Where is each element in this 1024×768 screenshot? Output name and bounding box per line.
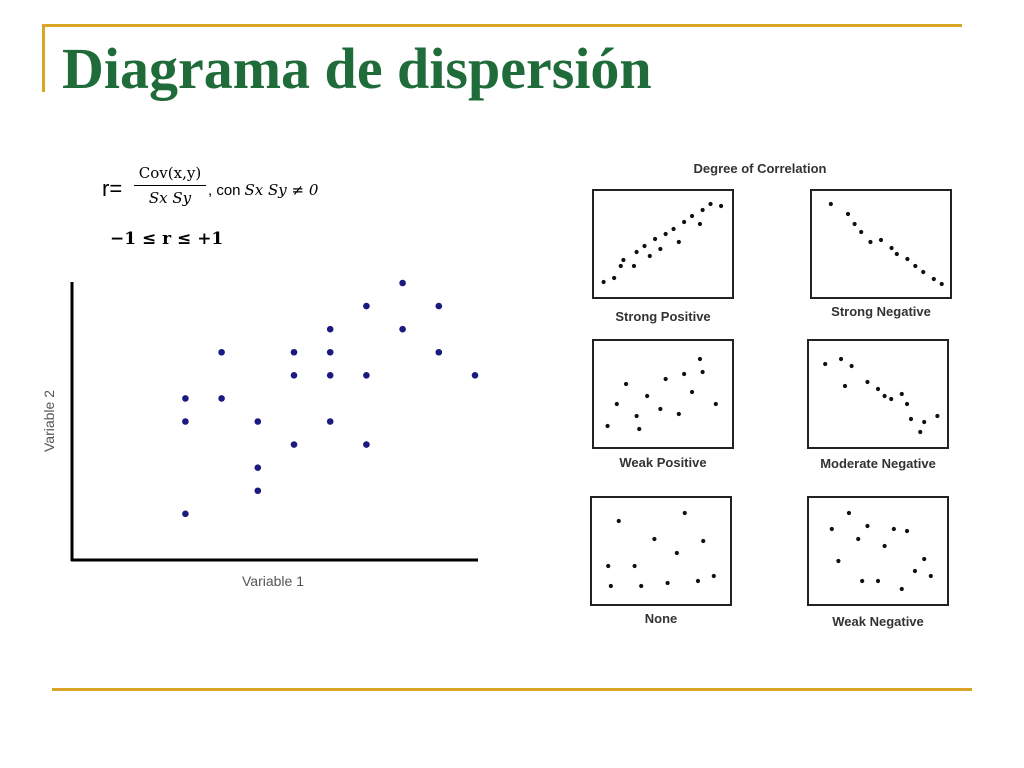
panel-data-point (690, 214, 694, 218)
panel-data-point (615, 402, 619, 406)
panel-data-point (632, 264, 636, 268)
panel-data-point (639, 584, 643, 588)
panel-data-point (624, 382, 628, 386)
data-point (327, 326, 334, 333)
panel-data-point (868, 240, 872, 244)
correlation-grid-title: Degree of Correlation (693, 161, 827, 176)
data-point (363, 303, 370, 310)
panel-data-point (905, 529, 909, 533)
panel-data-point (909, 417, 913, 421)
panel-data-point (889, 246, 893, 250)
fraction-numerator: Cov(x,y) (134, 164, 206, 186)
panel-data-point (690, 390, 694, 394)
panel-data-point (839, 357, 843, 361)
panel-data-point (666, 581, 670, 585)
panel-data-point (905, 257, 909, 261)
panel-data-point (865, 524, 869, 528)
panel-data-point (895, 252, 899, 256)
correlation-panel-frame (593, 340, 733, 448)
data-point (254, 487, 261, 494)
panel-data-point (701, 208, 705, 212)
correlation-panel-label: None (644, 611, 678, 626)
panel-data-point (892, 527, 896, 531)
data-point (254, 418, 261, 425)
panel-data-point (879, 238, 883, 242)
correlation-panel-frame (593, 190, 733, 298)
panel-data-point (830, 527, 834, 531)
correlation-panel-frame (591, 497, 731, 605)
panel-data-point (606, 564, 610, 568)
panel-data-point (642, 244, 646, 248)
panel-data-point (682, 220, 686, 224)
data-point (182, 511, 189, 518)
data-point (291, 441, 298, 448)
correlation-panel-label: Strong Negative (831, 304, 931, 319)
condition-expression: Sx Sy ≠ 0 (244, 181, 319, 199)
panel-data-point (701, 370, 705, 374)
panel-data-point (635, 250, 639, 254)
panel-data-point (648, 254, 652, 258)
panel-data-point (635, 414, 639, 418)
panel-data-point (865, 380, 869, 384)
panel-data-point (701, 539, 705, 543)
correlation-range: −1 ≤ r ≤ +1 (110, 229, 224, 249)
data-point (327, 418, 334, 425)
panel-data-point (637, 427, 641, 431)
data-point (436, 303, 443, 310)
panel-data-point (922, 557, 926, 561)
panel-data-point (698, 357, 702, 361)
data-point (182, 395, 189, 402)
panel-data-point (860, 579, 864, 583)
panel-data-point (671, 227, 675, 231)
panel-data-point (664, 377, 668, 381)
panel-data-point (850, 364, 854, 368)
panel-data-point (932, 277, 936, 281)
panel-data-point (677, 240, 681, 244)
panel-data-point (846, 212, 850, 216)
panel-data-point (823, 362, 827, 366)
data-point (327, 349, 334, 356)
data-point (472, 372, 479, 379)
panel-data-point (847, 511, 851, 515)
panel-data-point (602, 280, 606, 284)
panel-data-point (658, 407, 662, 411)
correlation-panel-frame (808, 497, 948, 605)
panel-data-point (836, 559, 840, 563)
r-label: r= (102, 176, 123, 201)
panel-data-point (698, 222, 702, 226)
panel-data-point (935, 414, 939, 418)
panel-data-point (922, 420, 926, 424)
panel-data-point (682, 372, 686, 376)
panel-data-point (921, 270, 925, 274)
panel-data-point (708, 202, 712, 206)
panel-data-point (900, 392, 904, 396)
data-point (327, 372, 334, 379)
panel-data-point (876, 579, 880, 583)
condition-text: , con (208, 182, 241, 199)
panel-data-point (829, 202, 833, 206)
panel-data-point (652, 537, 656, 541)
data-point (254, 464, 261, 471)
panel-data-point (843, 384, 847, 388)
panel-data-point (617, 519, 621, 523)
y-axis-label: Variable 2 (41, 389, 57, 453)
correlation-panel-label: Moderate Negative (820, 456, 936, 471)
panel-data-point (719, 204, 723, 208)
panel-data-point (675, 551, 679, 555)
data-point (218, 349, 225, 356)
panel-data-point (696, 579, 700, 583)
x-axis-label: Variable 1 (241, 573, 305, 589)
panel-data-point (918, 430, 922, 434)
panel-data-point (677, 412, 681, 416)
panel-data-point (609, 584, 613, 588)
panel-data-point (883, 394, 887, 398)
panel-data-point (940, 282, 944, 286)
slide-title: Diagrama de dispersión (62, 36, 652, 101)
panel-data-point (712, 574, 716, 578)
panel-data-point (853, 222, 857, 226)
data-point (291, 372, 298, 379)
correlation-panel-label: Weak Negative (832, 614, 924, 629)
panel-data-point (653, 237, 657, 241)
panel-data-point (605, 424, 609, 428)
data-point (363, 372, 370, 379)
correlation-panel-frame (811, 190, 951, 298)
panel-data-point (889, 397, 893, 401)
panel-data-point (612, 276, 616, 280)
data-point (291, 349, 298, 356)
panel-data-point (883, 544, 887, 548)
panel-data-point (645, 394, 649, 398)
panel-data-point (900, 587, 904, 591)
panel-data-point (859, 230, 863, 234)
panel-data-point (929, 574, 933, 578)
panel-data-point (683, 511, 687, 515)
panel-data-point (913, 569, 917, 573)
data-point (363, 441, 370, 448)
correlation-panel-label: Weak Positive (619, 455, 707, 470)
data-point (218, 395, 225, 402)
panel-data-point (905, 402, 909, 406)
data-point (399, 326, 406, 333)
panel-data-point (633, 564, 637, 568)
panel-data-point (856, 537, 860, 541)
data-point (436, 349, 443, 356)
panel-data-point (664, 232, 668, 236)
panel-data-point (714, 402, 718, 406)
fraction-denominator: Sx Sy (148, 189, 192, 207)
data-point (399, 280, 406, 287)
panel-data-point (621, 258, 625, 262)
panel-data-point (913, 264, 917, 268)
panel-data-point (876, 387, 880, 391)
correlation-panel-frame (808, 340, 948, 448)
panel-data-point (619, 264, 623, 268)
data-point (182, 418, 189, 425)
correlation-panel-label: Strong Positive (615, 309, 711, 324)
panel-data-point (658, 247, 662, 251)
